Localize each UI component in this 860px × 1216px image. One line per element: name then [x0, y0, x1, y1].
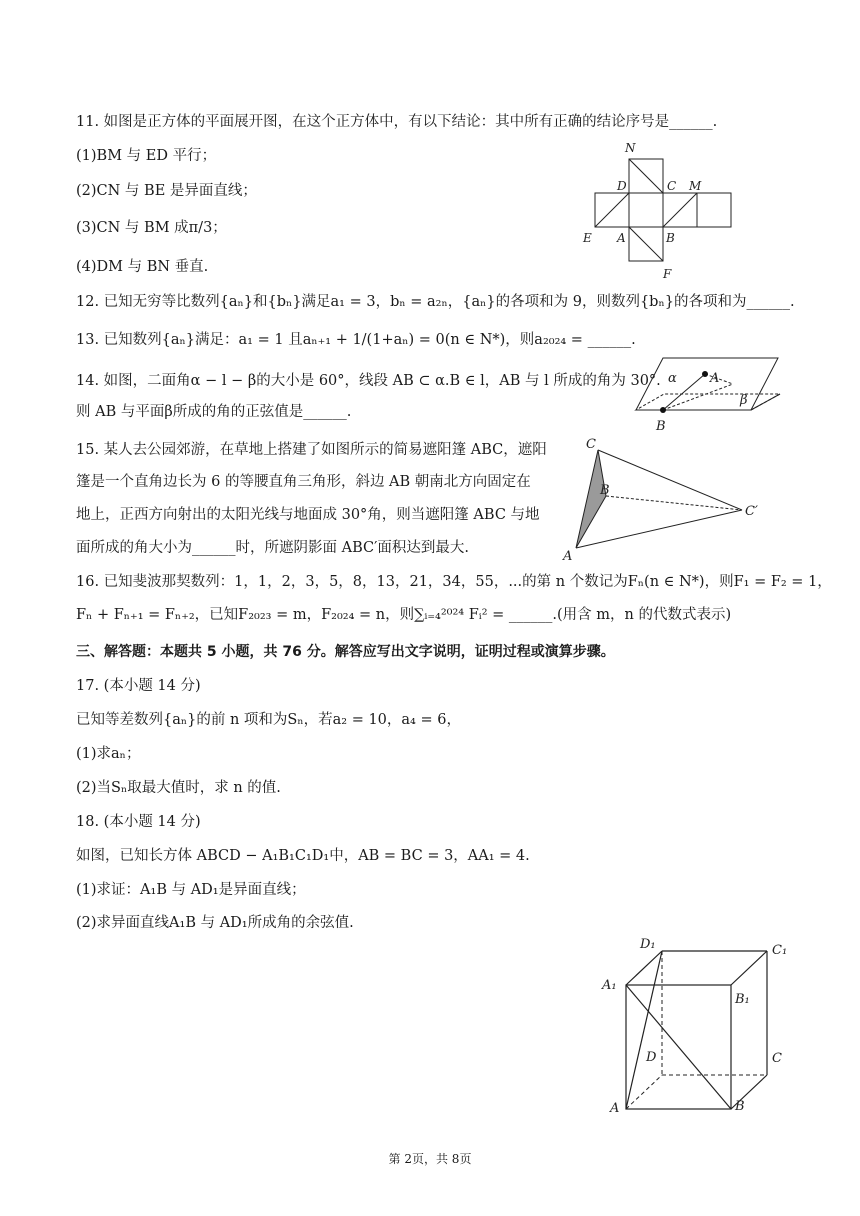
q13-text: 13. 已知数列{aₙ}满足：a₁ = 1 且aₙ₊₁ + 1/(1+aₙ) = 0(n ∈ N*)，则a₂₀₂₄ = ______.: [76, 332, 636, 348]
q15-text-1: 15. 某人去公园郊游，在草地上搭建了如图所示的简易遮阳篷 ABC，遮阳: [76, 442, 547, 458]
label-A: A: [710, 371, 720, 386]
q11-option-1: (1)BM 与 ED 平行；: [76, 148, 217, 164]
label-E: E: [583, 231, 592, 245]
label-A1: A₁: [602, 978, 617, 993]
label-A: A: [617, 231, 626, 245]
q18-part-1: (1)求证：A₁B 与 AD₁是异面直线；: [76, 882, 306, 898]
label-D1: D₁: [640, 937, 656, 952]
label-C: C: [667, 179, 677, 193]
label-F: F: [663, 267, 672, 281]
q14-text-1: 14. 如图，二面角α − l − β的大小是 60°，线段 AB ⊂ α.B ∈ l，AB 与 l 所成的角为 30°.: [76, 373, 661, 389]
label-C-prime: C′: [745, 504, 758, 519]
label-beta: β: [740, 393, 748, 408]
q18-heading: 18. (本小题 14 分): [76, 814, 201, 830]
label-C: C: [586, 437, 596, 452]
label-D: D: [617, 179, 627, 193]
label-C1: C₁: [772, 943, 788, 958]
q11-option-2: (2)CN 与 BE 是异面直线；: [76, 183, 257, 199]
q11-option-3: (3)CN 与 BM 成π/3；: [76, 220, 227, 236]
q17-part-2: (2)当Sₙ取最大值时，求 n 的值.: [76, 780, 281, 796]
sunshade-figure: [556, 436, 771, 564]
q18-part-2: (2)求异面直线A₁B 与 AD₁所成角的余弦值.: [76, 915, 354, 931]
q15-text-3: 地上，正西方向射出的太阳光线与地面成 30°角，则当遮阳篷 ABC 与地: [76, 507, 540, 523]
label-A: A: [563, 549, 573, 564]
q16-text-2: Fₙ + Fₙ₊₁ = Fₙ₊₂，已知F₂₀₂₃ = m，F₂₀₂₄ = n，则∑ᵢ₌₄²⁰²⁴ Fᵢ² = ______.(用含 m，n 的代数式表示): [76, 607, 732, 623]
label-B1: B₁: [735, 992, 750, 1007]
label-B: B: [735, 1099, 745, 1114]
label-C: C: [772, 1051, 782, 1066]
q12-text: 12. 已知无穷等比数列{aₙ}和{bₙ}满足a₁ = 3，bₙ = a₂ₙ，{aₙ}的各项和为 9，则数列{bₙ}的各项和为______.: [76, 294, 795, 310]
q17-text: 已知等差数列{aₙ}的前 n 项和为Sₙ，若a₂ = 10，a₄ = 6，: [76, 712, 461, 728]
label-alpha: α: [668, 371, 677, 386]
q15-text-2: 篷是一个直角边长为 6 的等腰直角三角形，斜边 AB 朝南北方向固定在: [76, 474, 531, 490]
label-N: N: [625, 141, 636, 155]
label-A: A: [610, 1101, 620, 1116]
q11-option-4: (4)DM 与 BN 垂直.: [76, 259, 209, 275]
q18-text: 如图，已知长方体 ABCD − A₁B₁C₁D₁中，AB = BC = 3，AA₁ = 4.: [76, 848, 530, 864]
label-M: M: [689, 179, 702, 193]
section-heading: 三、解答题：本题共 5 小题，共 76 分。解答应写出文字说明，证明过程或演算步骤。: [76, 644, 615, 660]
q17-heading: 17. (本小题 14 分): [76, 678, 201, 694]
cube-net-figure: [580, 138, 750, 286]
label-B: B: [666, 231, 675, 245]
page-footer: 第 2页，共 8页: [388, 1152, 472, 1166]
dihedral-angle-figure: [630, 352, 785, 437]
q14-text-2: 则 AB 与平面β所成的角的正弦值是______.: [76, 404, 352, 420]
q16-text-1: 16. 已知斐波那契数列：1，1，2，3，5，8，13，21，34，55，...的第 n 个数记为Fₙ(n ∈ N*)，则F₁ = F₂ = 1，: [76, 574, 832, 590]
label-B: B: [600, 483, 610, 498]
q11-text: 11. 如图是正方体的平面展开图，在这个正方体中，有以下结论：其中所有正确的结论序号是______.: [76, 114, 718, 130]
q15-text-4: 面所成的角大小为______时，所遮阴影面 ABC′面积达到最大.: [76, 540, 469, 556]
cuboid-figure: [600, 934, 800, 1114]
label-D: D: [646, 1050, 657, 1065]
label-B: B: [656, 419, 666, 434]
q17-part-1: (1)求aₙ；: [76, 746, 141, 762]
